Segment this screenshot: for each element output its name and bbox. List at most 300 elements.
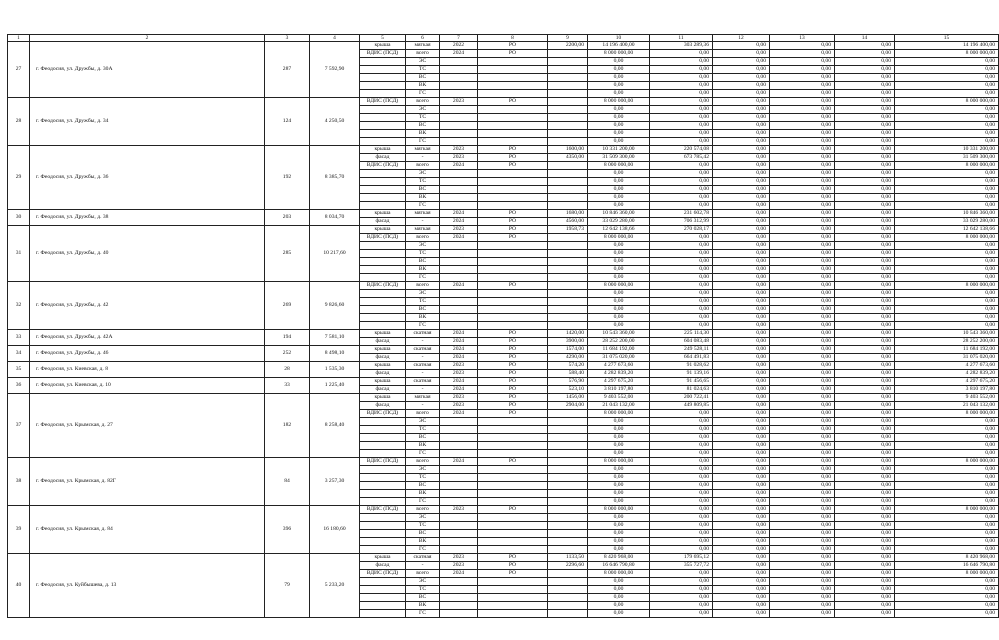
cell-col-10: 0,00 [588, 274, 650, 282]
cell-col-14: 0,00 [835, 586, 895, 594]
cell-col-13: 0,00 [770, 162, 835, 170]
cell-col-7 [440, 306, 478, 314]
cell-col-10: 11 684 192,00 [588, 346, 650, 354]
cell-col-8 [478, 266, 548, 274]
cell-col-8: РО [478, 98, 548, 106]
cell-col-6: ГС [406, 138, 440, 146]
cell-col-9: 1600,00 [548, 146, 588, 154]
cell-col-5 [360, 66, 406, 74]
cell-col-15: 8 000 000,00 [895, 570, 999, 578]
cell-col-9 [548, 434, 588, 442]
cell-col-11: 673 785,42 [650, 154, 713, 162]
cell-col-14: 0,00 [835, 610, 895, 618]
cell-col-14: 0,00 [835, 474, 895, 482]
cell-col-8: РО [478, 282, 548, 290]
cell-col-13: 0,00 [770, 426, 835, 434]
table-row [8, 394, 999, 402]
cell-col-15: 0,00 [895, 578, 999, 586]
column-4-cell: 7 592,90 [310, 42, 360, 98]
cell-col-10: 0,00 [588, 434, 650, 442]
cell-col-15: 8 420 968,00 [895, 554, 999, 562]
cell-col-9: 2296,60 [548, 562, 588, 570]
cell-col-7 [440, 130, 478, 138]
cell-col-11: 0,00 [650, 522, 713, 530]
cell-col-15: 0,00 [895, 74, 999, 82]
cell-col-15: 8 000 000,00 [895, 458, 999, 466]
cell-col-13: 0,00 [770, 514, 835, 522]
cell-col-6: ТС [406, 114, 440, 122]
cell-col-9 [548, 258, 588, 266]
cell-col-6: всего [406, 282, 440, 290]
cell-col-5 [360, 250, 406, 258]
cell-col-12: 0,00 [713, 586, 770, 594]
cell-col-5 [360, 602, 406, 610]
cell-col-7 [440, 434, 478, 442]
cell-col-13: 0,00 [770, 474, 835, 482]
cell-col-14: 0,00 [835, 450, 895, 458]
address-cell: г. Феодосия, ул. Дружбы, д. 42 [30, 282, 265, 330]
cell-col-6: ГС [406, 450, 440, 458]
column-number-14: 14 [835, 35, 895, 42]
cell-col-5 [360, 130, 406, 138]
cell-col-6: всего [406, 506, 440, 514]
cell-col-14: 0,00 [835, 522, 895, 530]
cell-col-13: 0,00 [770, 258, 835, 266]
cell-col-12: 0,00 [713, 546, 770, 554]
cell-col-12: 0,00 [713, 394, 770, 402]
cell-col-15: 0,00 [895, 186, 999, 194]
cell-col-12: 0,00 [713, 274, 770, 282]
cell-col-11: 91 456,65 [650, 378, 713, 386]
cell-col-10: 0,00 [588, 586, 650, 594]
cell-col-6: ВС [406, 186, 440, 194]
cell-col-8 [478, 170, 548, 178]
cell-col-14: 0,00 [835, 194, 895, 202]
cell-col-15: 31 075 020,00 [895, 354, 999, 362]
cell-col-15: 0,00 [895, 114, 999, 122]
cell-col-6: ВК [406, 442, 440, 450]
column-number-13: 13 [770, 35, 835, 42]
cell-col-12: 0,00 [713, 538, 770, 546]
address-cell: г. Феодосия, ул. Дружбы, д. 36 [30, 146, 265, 210]
cell-col-5: крыша [360, 330, 406, 338]
cell-col-14: 0,00 [835, 114, 895, 122]
cell-col-15: 8 000 000,00 [895, 234, 999, 242]
cell-col-13: 0,00 [770, 74, 835, 82]
cell-col-12: 0,00 [713, 234, 770, 242]
cell-col-13: 0,00 [770, 138, 835, 146]
cell-col-11: 270 028,17 [650, 226, 713, 234]
cell-col-7: 2023 [440, 394, 478, 402]
cell-col-11: 0,00 [650, 538, 713, 546]
cell-col-7 [440, 242, 478, 250]
cell-col-6: ВК [406, 194, 440, 202]
cell-col-12: 0,00 [713, 114, 770, 122]
cell-col-8: РО [478, 210, 548, 218]
cell-col-8: РО [478, 378, 548, 386]
cell-col-15: 0,00 [895, 306, 999, 314]
cell-col-15: 31 509 300,00 [895, 154, 999, 162]
cell-col-10: 8 000 000,00 [588, 410, 650, 418]
cell-col-13: 0,00 [770, 338, 835, 346]
cell-col-15: 0,00 [895, 466, 999, 474]
cell-col-7 [440, 122, 478, 130]
cell-col-10: 21 043 132,00 [588, 402, 650, 410]
cell-col-9 [548, 178, 588, 186]
cell-col-12: 0,00 [713, 482, 770, 490]
cell-col-11: 0,00 [650, 82, 713, 90]
cell-col-8 [478, 74, 548, 82]
cell-col-10: 4 282 839,20 [588, 370, 650, 378]
cell-col-5: крыша [360, 226, 406, 234]
cell-col-8 [478, 90, 548, 98]
cell-col-5 [360, 474, 406, 482]
cell-col-7 [440, 74, 478, 82]
cell-col-8: РО [478, 330, 548, 338]
cell-col-12: 0,00 [713, 578, 770, 586]
cell-col-6: ВС [406, 594, 440, 602]
cell-col-8: РО [478, 50, 548, 58]
cell-col-5 [360, 434, 406, 442]
cell-col-13: 0,00 [770, 354, 835, 362]
cell-col-7 [440, 450, 478, 458]
column-3-cell: 203 [265, 210, 310, 226]
cell-col-14: 0,00 [835, 362, 895, 370]
address-cell: г. Феодосия, ул. Дружбы, д. 46 [30, 346, 265, 362]
cell-col-9 [548, 450, 588, 458]
cell-col-9: 4560,00 [548, 218, 588, 226]
cell-col-14: 0,00 [835, 58, 895, 66]
cell-col-5 [360, 594, 406, 602]
cell-col-11: 0,00 [650, 410, 713, 418]
cell-col-8 [478, 298, 548, 306]
cell-col-7: 2024 [440, 162, 478, 170]
cell-col-5 [360, 186, 406, 194]
cell-col-7 [440, 194, 478, 202]
cell-col-15: 0,00 [895, 122, 999, 130]
column-3-cell: 84 [265, 458, 310, 506]
cell-col-8 [478, 610, 548, 618]
cell-col-11: 0,00 [650, 122, 713, 130]
cell-col-5: крыша [360, 394, 406, 402]
cell-col-13: 0,00 [770, 466, 835, 474]
repair-schedule-table [7, 34, 999, 618]
cell-col-5 [360, 290, 406, 298]
table-row [8, 98, 999, 106]
cell-col-12: 0,00 [713, 82, 770, 90]
cell-col-5 [360, 122, 406, 130]
cell-col-15: 28 252 200,00 [895, 338, 999, 346]
column-3-cell: 287 [265, 42, 310, 98]
cell-col-11: 91 028,62 [650, 362, 713, 370]
cell-col-13: 0,00 [770, 282, 835, 290]
cell-col-5: фасад [360, 218, 406, 226]
cell-col-14: 0,00 [835, 74, 895, 82]
cell-col-12: 0,00 [713, 282, 770, 290]
cell-col-14: 0,00 [835, 370, 895, 378]
cell-col-10: 14 196 400,00 [588, 42, 650, 50]
column-3-cell: 124 [265, 98, 310, 146]
row-number-cell: 36 [8, 378, 30, 394]
cell-col-7 [440, 602, 478, 610]
cell-col-6: ЭС [406, 514, 440, 522]
cell-col-9 [548, 298, 588, 306]
cell-col-7 [440, 530, 478, 538]
cell-col-12: 0,00 [713, 218, 770, 226]
cell-col-8 [478, 426, 548, 434]
cell-col-13: 0,00 [770, 122, 835, 130]
cell-col-13: 0,00 [770, 234, 835, 242]
cell-col-11: 0,00 [650, 418, 713, 426]
cell-col-12: 0,00 [713, 170, 770, 178]
cell-col-10: 10 846 360,00 [588, 210, 650, 218]
cell-col-6: мягкая [406, 394, 440, 402]
cell-col-14: 0,00 [835, 266, 895, 274]
cell-col-5 [360, 114, 406, 122]
cell-col-13: 0,00 [770, 106, 835, 114]
cell-col-12: 0,00 [713, 298, 770, 306]
cell-col-6: ГС [406, 498, 440, 506]
cell-col-5 [360, 418, 406, 426]
table-row [8, 346, 999, 354]
cell-col-8 [478, 474, 548, 482]
cell-col-13: 0,00 [770, 490, 835, 498]
cell-col-11: 0,00 [650, 434, 713, 442]
cell-col-12: 0,00 [713, 506, 770, 514]
cell-col-12: 0,00 [713, 362, 770, 370]
cell-col-6: скатная [406, 554, 440, 562]
cell-col-10: 33 029 280,00 [588, 218, 650, 226]
column-number-8: 8 [478, 35, 548, 42]
table-row [8, 554, 999, 562]
row-number-cell: 33 [8, 330, 30, 346]
cell-col-12: 0,00 [713, 122, 770, 130]
cell-col-10: 8 000 000,00 [588, 98, 650, 106]
cell-col-14: 0,00 [835, 394, 895, 402]
cell-col-7 [440, 538, 478, 546]
cell-col-14: 0,00 [835, 178, 895, 186]
cell-col-10: 0,00 [588, 530, 650, 538]
cell-col-8: РО [478, 346, 548, 354]
cell-col-14: 0,00 [835, 154, 895, 162]
cell-col-9 [548, 186, 588, 194]
cell-col-14: 0,00 [835, 458, 895, 466]
cell-col-11: 0,00 [650, 298, 713, 306]
cell-col-8 [478, 322, 548, 330]
cell-col-8 [478, 82, 548, 90]
cell-col-9 [548, 98, 588, 106]
cell-col-9: 2904,00 [548, 402, 588, 410]
cell-col-12: 0,00 [713, 106, 770, 114]
cell-col-12: 0,00 [713, 322, 770, 330]
cell-col-10: 0,00 [588, 578, 650, 586]
cell-col-12: 0,00 [713, 514, 770, 522]
cell-col-11: 0,00 [650, 306, 713, 314]
cell-col-5 [360, 546, 406, 554]
cell-col-15: 0,00 [895, 538, 999, 546]
cell-col-11: 0,00 [650, 130, 713, 138]
column-4-cell: 8 385,70 [310, 146, 360, 210]
cell-col-7: 2023 [440, 506, 478, 514]
cell-col-15: 10 331 200,00 [895, 146, 999, 154]
cell-col-5: фасад [360, 154, 406, 162]
cell-col-11: 0,00 [650, 138, 713, 146]
cell-col-5 [360, 586, 406, 594]
cell-col-14: 0,00 [835, 282, 895, 290]
cell-col-15: 10 846 360,00 [895, 210, 999, 218]
cell-col-5: крыша [360, 42, 406, 50]
cell-col-6: ТС [406, 250, 440, 258]
cell-col-10: 0,00 [588, 418, 650, 426]
cell-col-8: РО [478, 370, 548, 378]
cell-col-11: 0,00 [650, 202, 713, 210]
table-row [8, 458, 999, 466]
cell-col-13: 0,00 [770, 322, 835, 330]
cell-col-14: 0,00 [835, 82, 895, 90]
cell-col-7: 2023 [440, 362, 478, 370]
cell-col-10: 0,00 [588, 122, 650, 130]
cell-col-15: 0,00 [895, 594, 999, 602]
cell-col-5 [360, 610, 406, 618]
cell-col-9 [548, 586, 588, 594]
cell-col-8 [478, 434, 548, 442]
cell-col-7 [440, 90, 478, 98]
cell-col-12: 0,00 [713, 458, 770, 466]
cell-col-8 [478, 130, 548, 138]
cell-col-6: ЭС [406, 418, 440, 426]
cell-col-11: 0,00 [650, 466, 713, 474]
cell-col-13: 0,00 [770, 402, 835, 410]
cell-col-13: 0,00 [770, 58, 835, 66]
cell-col-5: ВДИС (ПСД) [360, 506, 406, 514]
cell-col-5 [360, 306, 406, 314]
cell-col-6: - [406, 218, 440, 226]
cell-col-5 [360, 466, 406, 474]
cell-col-14: 0,00 [835, 186, 895, 194]
column-3-cell: 182 [265, 394, 310, 458]
cell-col-8 [478, 58, 548, 66]
cell-col-9 [548, 538, 588, 546]
cell-col-6: ВК [406, 130, 440, 138]
cell-col-12: 0,00 [713, 66, 770, 74]
cell-col-10: 8 000 000,00 [588, 162, 650, 170]
cell-col-14: 0,00 [835, 242, 895, 250]
cell-col-7 [440, 290, 478, 298]
cell-col-6: ТС [406, 426, 440, 434]
cell-col-15: 0,00 [895, 66, 999, 74]
cell-col-8: РО [478, 554, 548, 562]
cell-col-13: 0,00 [770, 578, 835, 586]
column-number-6: 6 [406, 35, 440, 42]
cell-col-8 [478, 594, 548, 602]
column-number-12: 12 [713, 35, 770, 42]
cell-col-9 [548, 74, 588, 82]
cell-col-10: 28 252 200,00 [588, 338, 650, 346]
cell-col-10: 3 810 197,80 [588, 386, 650, 394]
cell-col-12: 0,00 [713, 386, 770, 394]
cell-col-14: 0,00 [835, 330, 895, 338]
cell-col-9 [548, 514, 588, 522]
cell-col-8: РО [478, 226, 548, 234]
cell-col-12: 0,00 [713, 42, 770, 50]
cell-col-15: 0,00 [895, 90, 999, 98]
cell-col-11: 0,00 [650, 58, 713, 66]
cell-col-12: 0,00 [713, 402, 770, 410]
cell-col-12: 0,00 [713, 378, 770, 386]
cell-col-12: 0,00 [713, 130, 770, 138]
cell-col-8: РО [478, 410, 548, 418]
column-3-cell: 252 [265, 346, 310, 362]
cell-col-5: фасад [360, 354, 406, 362]
cell-col-15: 0,00 [895, 290, 999, 298]
table-row [8, 146, 999, 154]
cell-col-8 [478, 450, 548, 458]
cell-col-11: 0,00 [650, 114, 713, 122]
cell-col-7: 2023 [440, 154, 478, 162]
cell-col-13: 0,00 [770, 266, 835, 274]
cell-col-14: 0,00 [835, 538, 895, 546]
cell-col-7 [440, 482, 478, 490]
column-number-5: 5 [360, 35, 406, 42]
cell-col-15: 0,00 [895, 258, 999, 266]
cell-col-11: 0,00 [650, 266, 713, 274]
cell-col-5: ВДИС (ПСД) [360, 282, 406, 290]
table-row [8, 330, 999, 338]
cell-col-9: 523,10 [548, 386, 588, 394]
cell-col-15: 14 196 400,00 [895, 42, 999, 50]
cell-col-14: 0,00 [835, 90, 895, 98]
cell-col-10: 0,00 [588, 66, 650, 74]
cell-col-8: РО [478, 506, 548, 514]
cell-col-14: 0,00 [835, 210, 895, 218]
cell-col-6: ЭС [406, 578, 440, 586]
cell-col-15: 0,00 [895, 530, 999, 538]
cell-col-11: 179 695,12 [650, 554, 713, 562]
cell-col-13: 0,00 [770, 610, 835, 618]
cell-col-7: 2024 [440, 338, 478, 346]
address-cell: г. Феодосия, ул. Крымская, д. 82Г [30, 458, 265, 506]
cell-col-10: 0,00 [588, 602, 650, 610]
cell-col-7: 2024 [440, 330, 478, 338]
cell-col-5: ВДИС (ПСД) [360, 162, 406, 170]
cell-col-8 [478, 314, 548, 322]
cell-col-12: 0,00 [713, 50, 770, 58]
cell-col-14: 0,00 [835, 578, 895, 586]
cell-col-10: 0,00 [588, 130, 650, 138]
cell-col-9 [548, 530, 588, 538]
cell-col-12: 0,00 [713, 138, 770, 146]
cell-col-9: 588,40 [548, 370, 588, 378]
cell-col-11: 0,00 [650, 610, 713, 618]
cell-col-6: ТС [406, 298, 440, 306]
cell-col-5: фасад [360, 338, 406, 346]
column-4-cell: 9 826,60 [310, 282, 360, 330]
cell-col-6: - [406, 370, 440, 378]
cell-col-6: мягкая [406, 210, 440, 218]
cell-col-7 [440, 186, 478, 194]
cell-col-14: 0,00 [835, 322, 895, 330]
cell-col-5: ВДИС (ПСД) [360, 234, 406, 242]
cell-col-14: 0,00 [835, 546, 895, 554]
cell-col-8 [478, 514, 548, 522]
cell-col-15: 0,00 [895, 522, 999, 530]
cell-col-8 [478, 482, 548, 490]
cell-col-5 [360, 138, 406, 146]
cell-col-7: 2024 [440, 218, 478, 226]
cell-col-11: 0,00 [650, 106, 713, 114]
cell-col-6: ТС [406, 522, 440, 530]
cell-col-7 [440, 266, 478, 274]
